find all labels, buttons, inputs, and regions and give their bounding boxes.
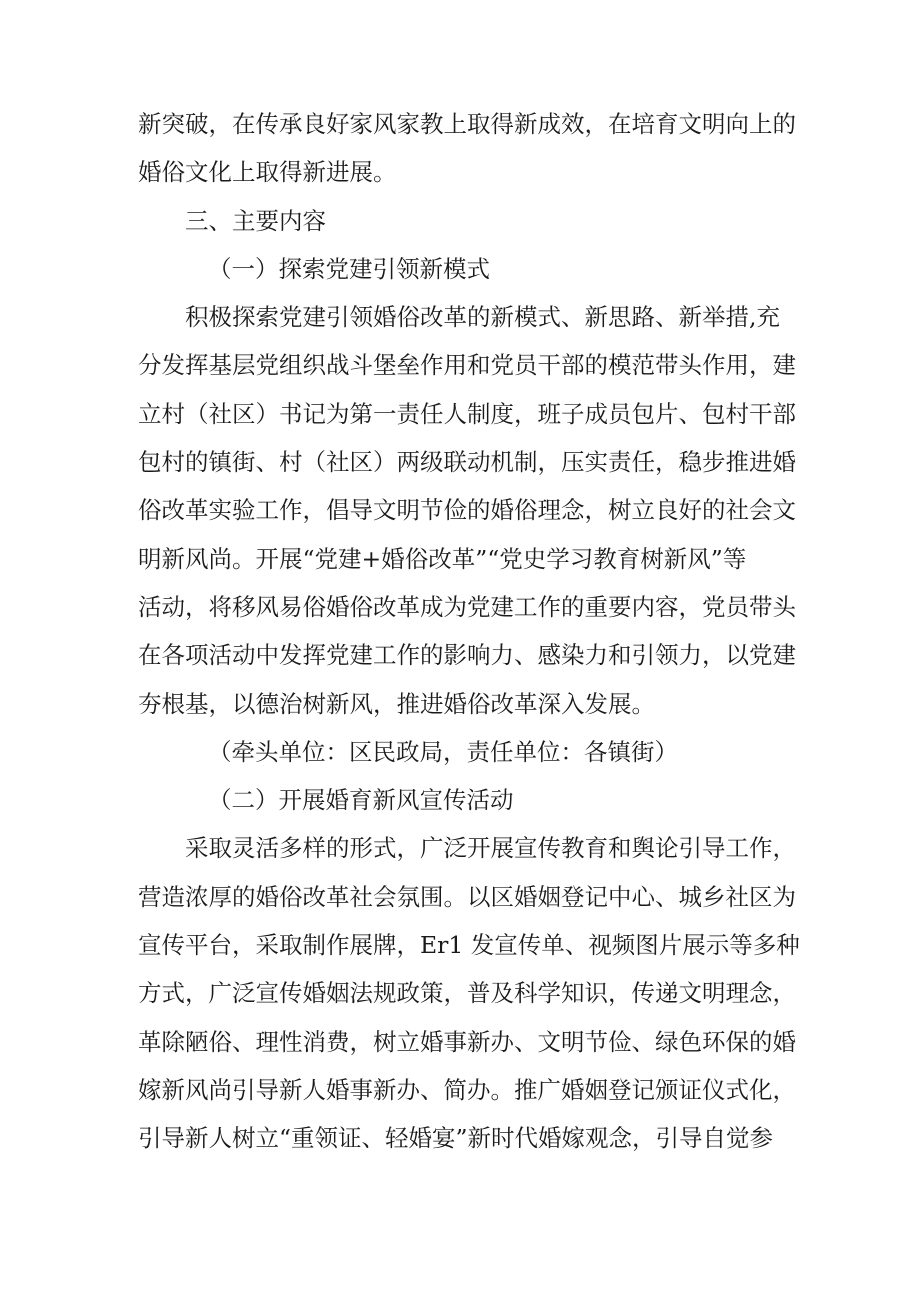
responsible-units-note: （牵头单位：区民政局，责任单位：各镇街） (208, 737, 678, 766)
paragraph-line: 在各项活动中发挥党建工作的影响力、感染力和引领力，以党建 (138, 641, 796, 670)
paragraph-line: 采取灵活多样的形式，广泛开展宣传教育和舆论引导工作， (185, 834, 796, 863)
section-heading: 三、主要内容 (185, 206, 326, 235)
paragraph-line: 宣传平台，采取制作展牌，Er1 发宣传单、视频图片展示等多种 (138, 931, 800, 960)
paragraph-line: 明新风尚。开展“党建+婚俗改革”“党史学习教育树新风”等 (138, 544, 747, 573)
subsection-heading: （二）开展婚育新风宣传活动 (208, 786, 514, 815)
paragraph-line: 引导新人树立“重领证、轻婚宴”新时代婚嫁观念，引导自觉参 (138, 1124, 774, 1153)
paragraph-line: 嫁新风尚引导新人婚事新办、简办。推广婚姻登记颁证仪式化， (138, 1075, 796, 1104)
paragraph-line: 新突破，在传承良好家风家教上取得新成效，在培育文明向上的 (138, 110, 796, 138)
paragraph-line: 营造浓厚的婚俗改革社会氛围。以区婚姻登记中心、城乡社区为 (138, 882, 796, 911)
paragraph-line: 革除陋俗、理性消费，树立婚事新办、文明节俭、绿色环保的婚 (138, 1027, 796, 1056)
document-body (138, 100, 800, 1163)
paragraph-line: 活动，将移风易俗婚俗改革成为党建工作的重要内容，党员带头 (138, 592, 796, 621)
paragraph-line: 婚俗文化上取得新进展。 (138, 158, 397, 187)
paragraph-line: 夯根基，以德治树新风，推进婚俗改革深入发展。 (138, 689, 655, 718)
paragraph-line: 积极探索党建引领婚俗改革的新模式、新思路、新举措,充 (185, 303, 780, 332)
paragraph-line: 方式，广泛宣传婚姻法规政策，普及科学知识，传递文明理念， (138, 979, 796, 1008)
paragraph-line: 立村（社区）书记为第一责任人制度，班子成员包片、包村干部 (138, 399, 796, 428)
paragraph-line: 分发挥基层党组织战斗堡垒作用和党员干部的模范带头作用，建 (138, 351, 796, 380)
paragraph-line: 包村的镇街、村（社区）两级联动机制，压实责任，稳步推进婚 (138, 448, 796, 477)
subsection-heading: （一）探索党建引领新模式 (208, 254, 490, 283)
paragraph-line: 俗改革实验工作，倡导文明节俭的婚俗理念，树立良好的社会文 (138, 496, 796, 525)
